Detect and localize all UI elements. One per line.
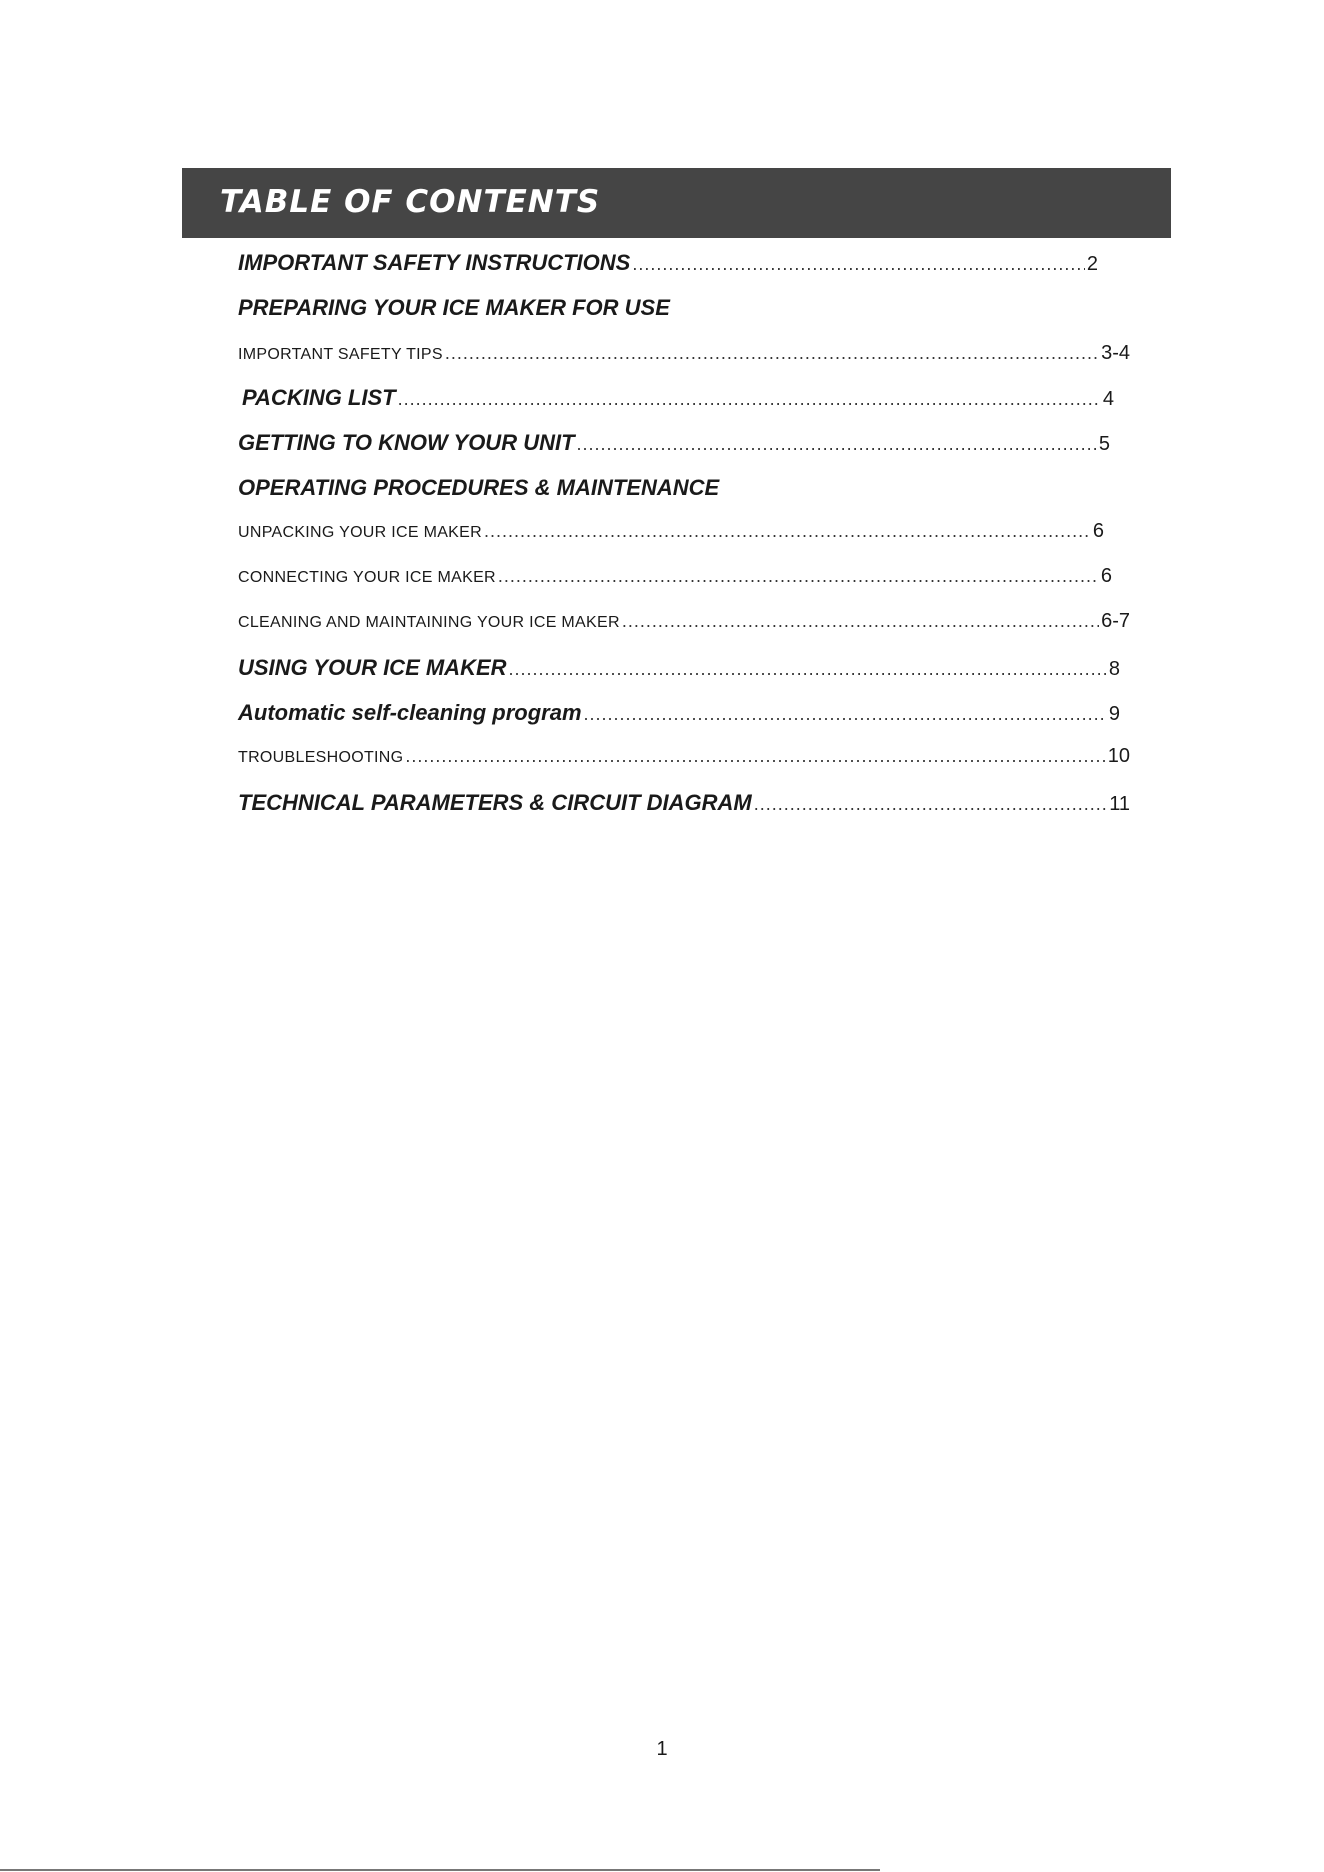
toc-section-heading[interactable] bbox=[238, 475, 719, 501]
toc-entry[interactable] bbox=[238, 790, 1130, 816]
toc-entry-page: 6 bbox=[1092, 520, 1104, 542]
toc-leader-dots bbox=[484, 521, 1091, 542]
toc-entry-label: CLEANING AND MAINTAINING YOUR ICE MAKER bbox=[238, 614, 620, 631]
toc-entry-label: IMPORTANT SAFETY INSTRUCTIONS bbox=[238, 250, 631, 275]
toc-entry[interactable] bbox=[238, 430, 1110, 456]
toc-entry-page: 6 bbox=[1100, 565, 1112, 587]
bottom-rule bbox=[0, 1869, 880, 1871]
toc-entry-page: 10 bbox=[1107, 745, 1130, 767]
toc-entry-page: 9 bbox=[1108, 703, 1120, 725]
toc-section-heading[interactable] bbox=[238, 295, 670, 321]
toc-entry-label: PACKING LIST bbox=[242, 385, 396, 410]
toc-leader-dots bbox=[584, 704, 1107, 725]
toc-entry-page: 11 bbox=[1109, 793, 1130, 815]
page-title: TABLE OF CONTENTS bbox=[220, 184, 601, 220]
toc-entry-label: GETTING TO KNOW YOUR UNIT bbox=[238, 430, 575, 455]
toc-entry-label: TROUBLESHOOTING bbox=[238, 749, 404, 766]
toc-entry[interactable] bbox=[242, 385, 1114, 411]
toc-entry[interactable] bbox=[238, 610, 1130, 633]
toc-entry-label: PREPARING YOUR ICE MAKER FOR USE bbox=[238, 295, 670, 320]
toc-entry[interactable] bbox=[238, 250, 1098, 276]
toc-entry-label: IMPORTANT SAFETY TIPS bbox=[238, 346, 443, 363]
toc-entry-page: 8 bbox=[1108, 658, 1120, 680]
toc-entry-label: TECHNICAL PARAMETERS & CIRCUIT DIAGRAM bbox=[238, 790, 752, 815]
toc-leader-dots bbox=[498, 566, 1099, 587]
toc-entry-page: 2 bbox=[1086, 253, 1098, 275]
toc-entry-page: 4 bbox=[1102, 388, 1114, 410]
toc-entry[interactable] bbox=[238, 655, 1120, 681]
toc-leader-dots bbox=[445, 343, 1099, 364]
toc-entry-page: 3-4 bbox=[1101, 342, 1130, 364]
toc-leader-dots bbox=[405, 746, 1105, 767]
toc-entry-label: USING YOUR ICE MAKER bbox=[238, 655, 507, 680]
toc-leader-dots bbox=[632, 254, 1085, 275]
toc-entry[interactable] bbox=[238, 745, 1130, 768]
toc-entry-label: UNPACKING YOUR ICE MAKER bbox=[238, 524, 482, 541]
page-number: 1 bbox=[656, 1738, 668, 1760]
toc-entry[interactable] bbox=[238, 342, 1130, 365]
toc-entry[interactable] bbox=[238, 520, 1104, 543]
toc-leader-dots bbox=[577, 434, 1097, 455]
toc-entry-label: CONNECTING YOUR ICE MAKER bbox=[238, 569, 496, 586]
toc-entry-label: Automatic self-cleaning program bbox=[238, 700, 582, 725]
toc-leader-dots bbox=[754, 794, 1108, 815]
toc-entry-label: OPERATING PROCEDURES & MAINTENANCE bbox=[238, 475, 720, 500]
toc-leader-dots bbox=[509, 659, 1107, 680]
toc-entry-page: 6-7 bbox=[1101, 610, 1130, 632]
toc-leader-dots bbox=[622, 611, 1099, 632]
toc-header-bar bbox=[182, 168, 1171, 238]
toc-leader-dots bbox=[398, 389, 1101, 410]
toc-entry[interactable] bbox=[238, 700, 1120, 726]
toc-entry-page: 5 bbox=[1098, 433, 1110, 455]
toc-entry[interactable] bbox=[238, 565, 1112, 588]
